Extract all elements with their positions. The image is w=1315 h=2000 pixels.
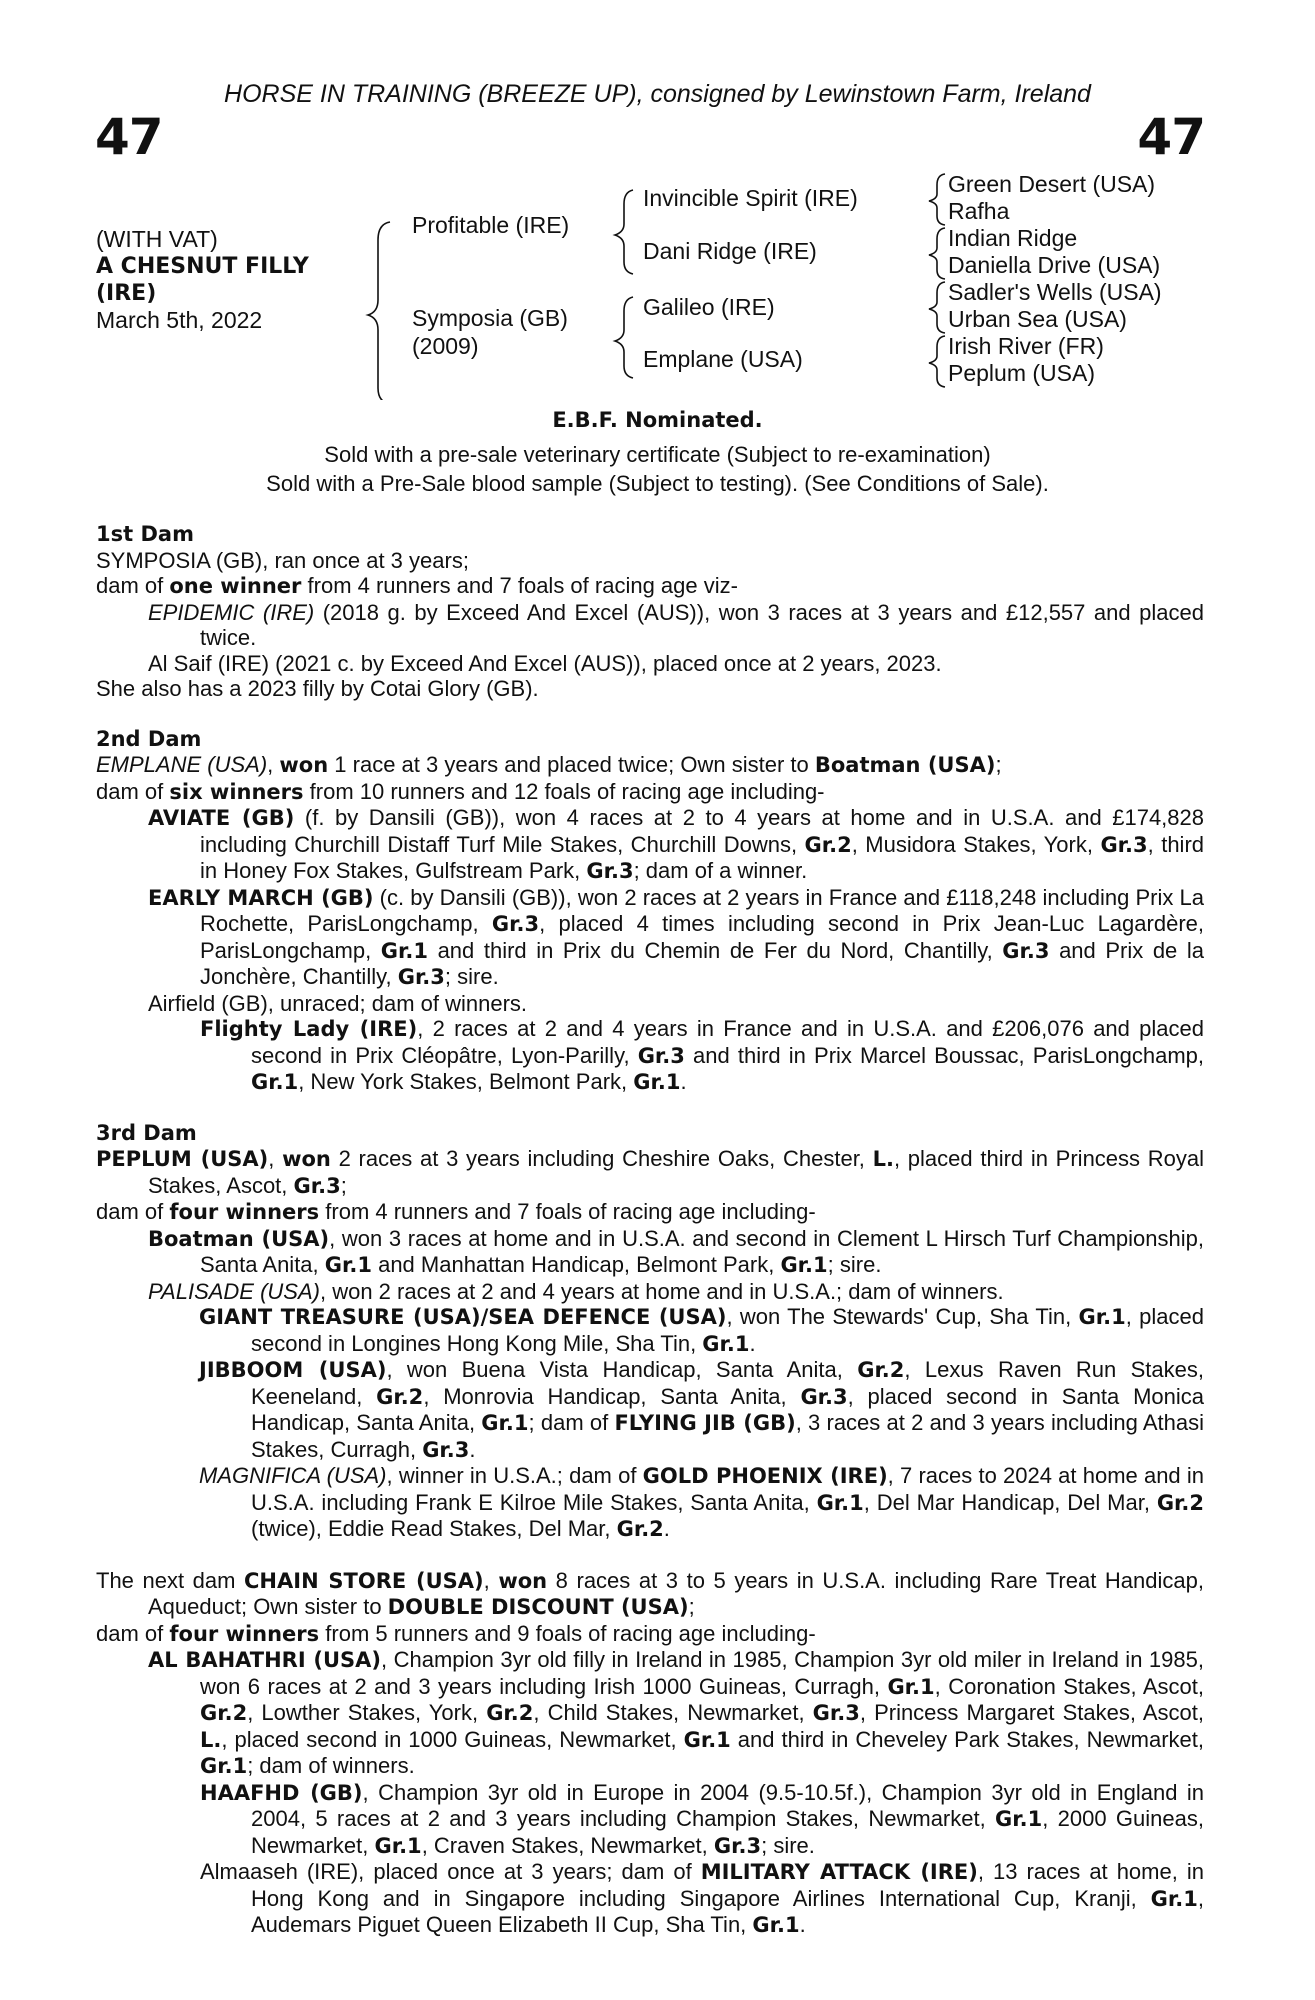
dam: Symposia (GB) — [412, 305, 568, 331]
dam-sire-sire: Sadler's Wells (USA) — [948, 279, 1162, 305]
blood-sample-note: Sold with a Pre-Sale blood sample (Subject to testing). (See Conditions of Sale). — [266, 471, 1049, 496]
produce-entry: EPIDEMIC (IRE) (2018 g. by Exceed And Excel (AUS)), won 3 races at 3 years and £12,557 and placed twice. — [148, 599, 1204, 650]
ebf-nominated: E.B.F. Nominated. — [552, 408, 763, 432]
produce-entry: AL BAHATHRI (USA), Champion 3yr old filly in Ireland in 1985, Champion 3yr old miler in Ireland in 1985, won 6 races at 2 and 3 years including Irish 1000 Guineas, Curragh, Gr.1, Coronation Stakes, Ascot, Gr.2, Lowther Stakes, York, Gr.2, Child Stakes, Newmarket, Gr.3, Princess Margaret Stakes, Ascot, L., placed second in 1000 Guineas, Newmarket, Gr.1 and third in Cheveley Park Stakes, Newmarket, Gr.1; dam of winners. — [148, 1647, 1204, 1778]
dam-summary: dam of four winners from 4 runners and 7 foals of racing age including- — [96, 1199, 816, 1224]
consignor-header: HORSE IN TRAINING (BREEZE UP), consigned by Lewinstown Farm, Ireland — [224, 80, 1091, 108]
dam-dam-dam: Peplum (USA) — [948, 360, 1095, 386]
sire: Profitable (IRE) — [412, 212, 570, 238]
produce-entry: Al Saif (IRE) (2021 c. by Exceed And Excel (AUS)), placed once at 2 years, 2023. — [148, 650, 942, 676]
produce-entry: AVIATE (GB) (f. by Dansili (GB)), won 4 races at 2 to 4 years at home and in U.S.A. and £174,828 including Churchill Distaff Turf Mile Stakes, Churchill Downs, Gr.2, Musidora Stakes, York, Gr.3, third in Honey Fox Stakes, Gulfstream Park, Gr.3; dam of a winner. — [148, 805, 1205, 883]
horse-name: A CHESNUT FILLY — [96, 254, 309, 279]
dam-line: PEPLUM (USA), won 2 races at 3 years including Cheshire Oaks, Chester, L., placed third in Princess Royal Stakes, Ascot, Gr.3; — [96, 1146, 1204, 1198]
produce-entry: EARLY MARCH (GB) (c. by Dansili (GB)), won 2 races at 2 years in France and £118,248 including Prix La Rochette, ParisLongchamp, Gr.3, placed 4 times including second in Prix Jean-Luc Lagardère, ParisLongchamp, Gr.1 and third in Prix du Chemin de Fer du Nord, Chantilly, Gr.3 and Prix de la Jonchère, Chantilly, Gr.3; sire. — [148, 884, 1204, 989]
dam-dam-sire: Irish River (FR) — [948, 333, 1104, 359]
produce-record — [96, 522, 1204, 1964]
produce-entry: Flighty Lady (IRE), 2 races at 2 and 4 years in France and in U.S.A. and £206,076 and placed second in Prix Cléopâtre, Lyon-Parilly, Gr.3 and third in Prix Marcel Boussac, ParisLongchamp, Gr.1, New York Stakes, Belmont Park, Gr.1. — [200, 1016, 1205, 1094]
lot-number-left: 47 — [95, 108, 163, 166]
lot-number-right: 47 — [1137, 108, 1205, 166]
next-dam-section — [96, 1568, 1204, 1939]
first-dam-section — [96, 522, 1204, 702]
dam-line: The next dam CHAIN STORE (USA), won 8 races at 3 to 5 years in U.S.A. including Rare Treat Handicap, Aqueduct; Own sister to DOUBLE DISCOUNT (USA); — [96, 1567, 1204, 1619]
produce-note: She also has a 2023 filly by Cotai Glory (GB). — [96, 676, 539, 701]
produce-entry: Almaaseh (IRE), placed once at 3 years; dam of MILITARY ATTACK (IRE), 13 races at home, in Hong Kong and in Singapore including Singapore Airlines International Cup, Kranji, Gr.1, Audemars Piguet Queen Elizabeth II Cup, Sha Tin, Gr.1. — [200, 1859, 1204, 1937]
section-title: 2nd Dam — [96, 726, 202, 751]
produce-entry: Airfield (GB), unraced; dam of winners. — [148, 990, 528, 1016]
dam-year: (2009) — [412, 333, 479, 359]
dam-summary: dam of six winners from 10 runners and 12 foals of racing age including- — [96, 778, 825, 804]
date-of-birth: March 5th, 2022 — [96, 307, 263, 333]
produce-entry: JIBBOOM (USA), won Buena Vista Handicap, Santa Anita, Gr.2, Lexus Raven Run Stakes, Keeneland, Gr.2, Monrovia Handicap, Santa Anita, Gr.3, placed second in Santa Monica Handicap, Santa Anita, Gr.1; dam of FLYING JIB (GB), 3 races at 2 and 3 years including Athasi Stakes, Curragh, Gr.3. — [199, 1357, 1205, 1462]
produce-entry: GIANT TREASURE (USA)/SEA DEFENCE (USA), won The Stewards' Cup, Sha Tin, Gr.1, placed second in Longines Hong Kong Mile, Sha Tin, Gr.1. — [199, 1304, 1204, 1356]
section-title: 1st Dam — [96, 522, 194, 546]
section-title: 3rd Dam — [96, 1120, 197, 1145]
horse-origin: (IRE) — [96, 281, 157, 306]
sire-sire: Invincible Spirit (IRE) — [643, 185, 858, 211]
dam-line: SYMPOSIA (GB), ran once at 3 years; — [96, 547, 469, 573]
vat-note: (WITH VAT) — [96, 226, 218, 252]
produce-entry: HAAFHD (GB), Champion 3yr old in Europe in 2004 (9.5-10.5f.), Champion 3yr old in England in 2004, 5 races at 2 and 3 years including Champion Stakes, Newmarket, Gr.1, 2000 Guineas, Newmarket, Gr.1, Craven Stakes, Newmarket, Gr.3; sire. — [200, 1779, 1204, 1858]
sire-dam-dam: Daniella Drive (USA) — [948, 252, 1161, 278]
dam-dam: Emplane (USA) — [643, 346, 803, 372]
vet-certificate-note: Sold with a pre-sale veterinary certificate (Subject to re-examination) — [324, 442, 991, 467]
produce-entry: PALISADE (USA), won 2 races at 2 and 4 years at home and in U.S.A.; dam of winners. — [148, 1278, 1004, 1304]
dam-summary: dam of four winners from 5 runners and 9 foals of racing age including- — [96, 1620, 816, 1646]
produce-entry: MAGNIFICA (USA), winner in U.S.A.; dam of GOLD PHOENIX (IRE), 7 races to 2024 at home and in U.S.A. including Frank E Kilroe Mile Stakes, Santa Anita, Gr.1, Del Mar Handicap, Del Mar, Gr.2 (twice), Eddie Read Stakes, Del Mar, Gr.2. — [199, 1463, 1205, 1541]
dam-summary: dam of one winner from 4 runners and 7 foals of racing age viz- — [96, 573, 738, 598]
sire-dam-sire: Indian Ridge — [948, 225, 1078, 251]
sire-sire-dam: Rafha — [948, 198, 1010, 224]
third-dam-section — [96, 1121, 1204, 1543]
sire-sire-sire: Green Desert (USA) — [948, 171, 1156, 197]
dam-sire: Galileo (IRE) — [643, 294, 775, 320]
dam-line: EMPLANE (USA), won 1 race at 3 years and placed twice; Own sister to Boatman (USA); — [96, 752, 1002, 777]
second-dam-section — [96, 727, 1204, 1096]
dam-sire-dam: Urban Sea (USA) — [948, 306, 1127, 332]
produce-entry: Boatman (USA), won 3 races at home and in U.S.A. and second in Clement L Hirsch Turf Championship, Santa Anita, Gr.1 and Manhattan Handicap, Belmont Park, Gr.1; sire. — [148, 1225, 1204, 1277]
sire-dam: Dani Ridge (IRE) — [643, 238, 817, 264]
